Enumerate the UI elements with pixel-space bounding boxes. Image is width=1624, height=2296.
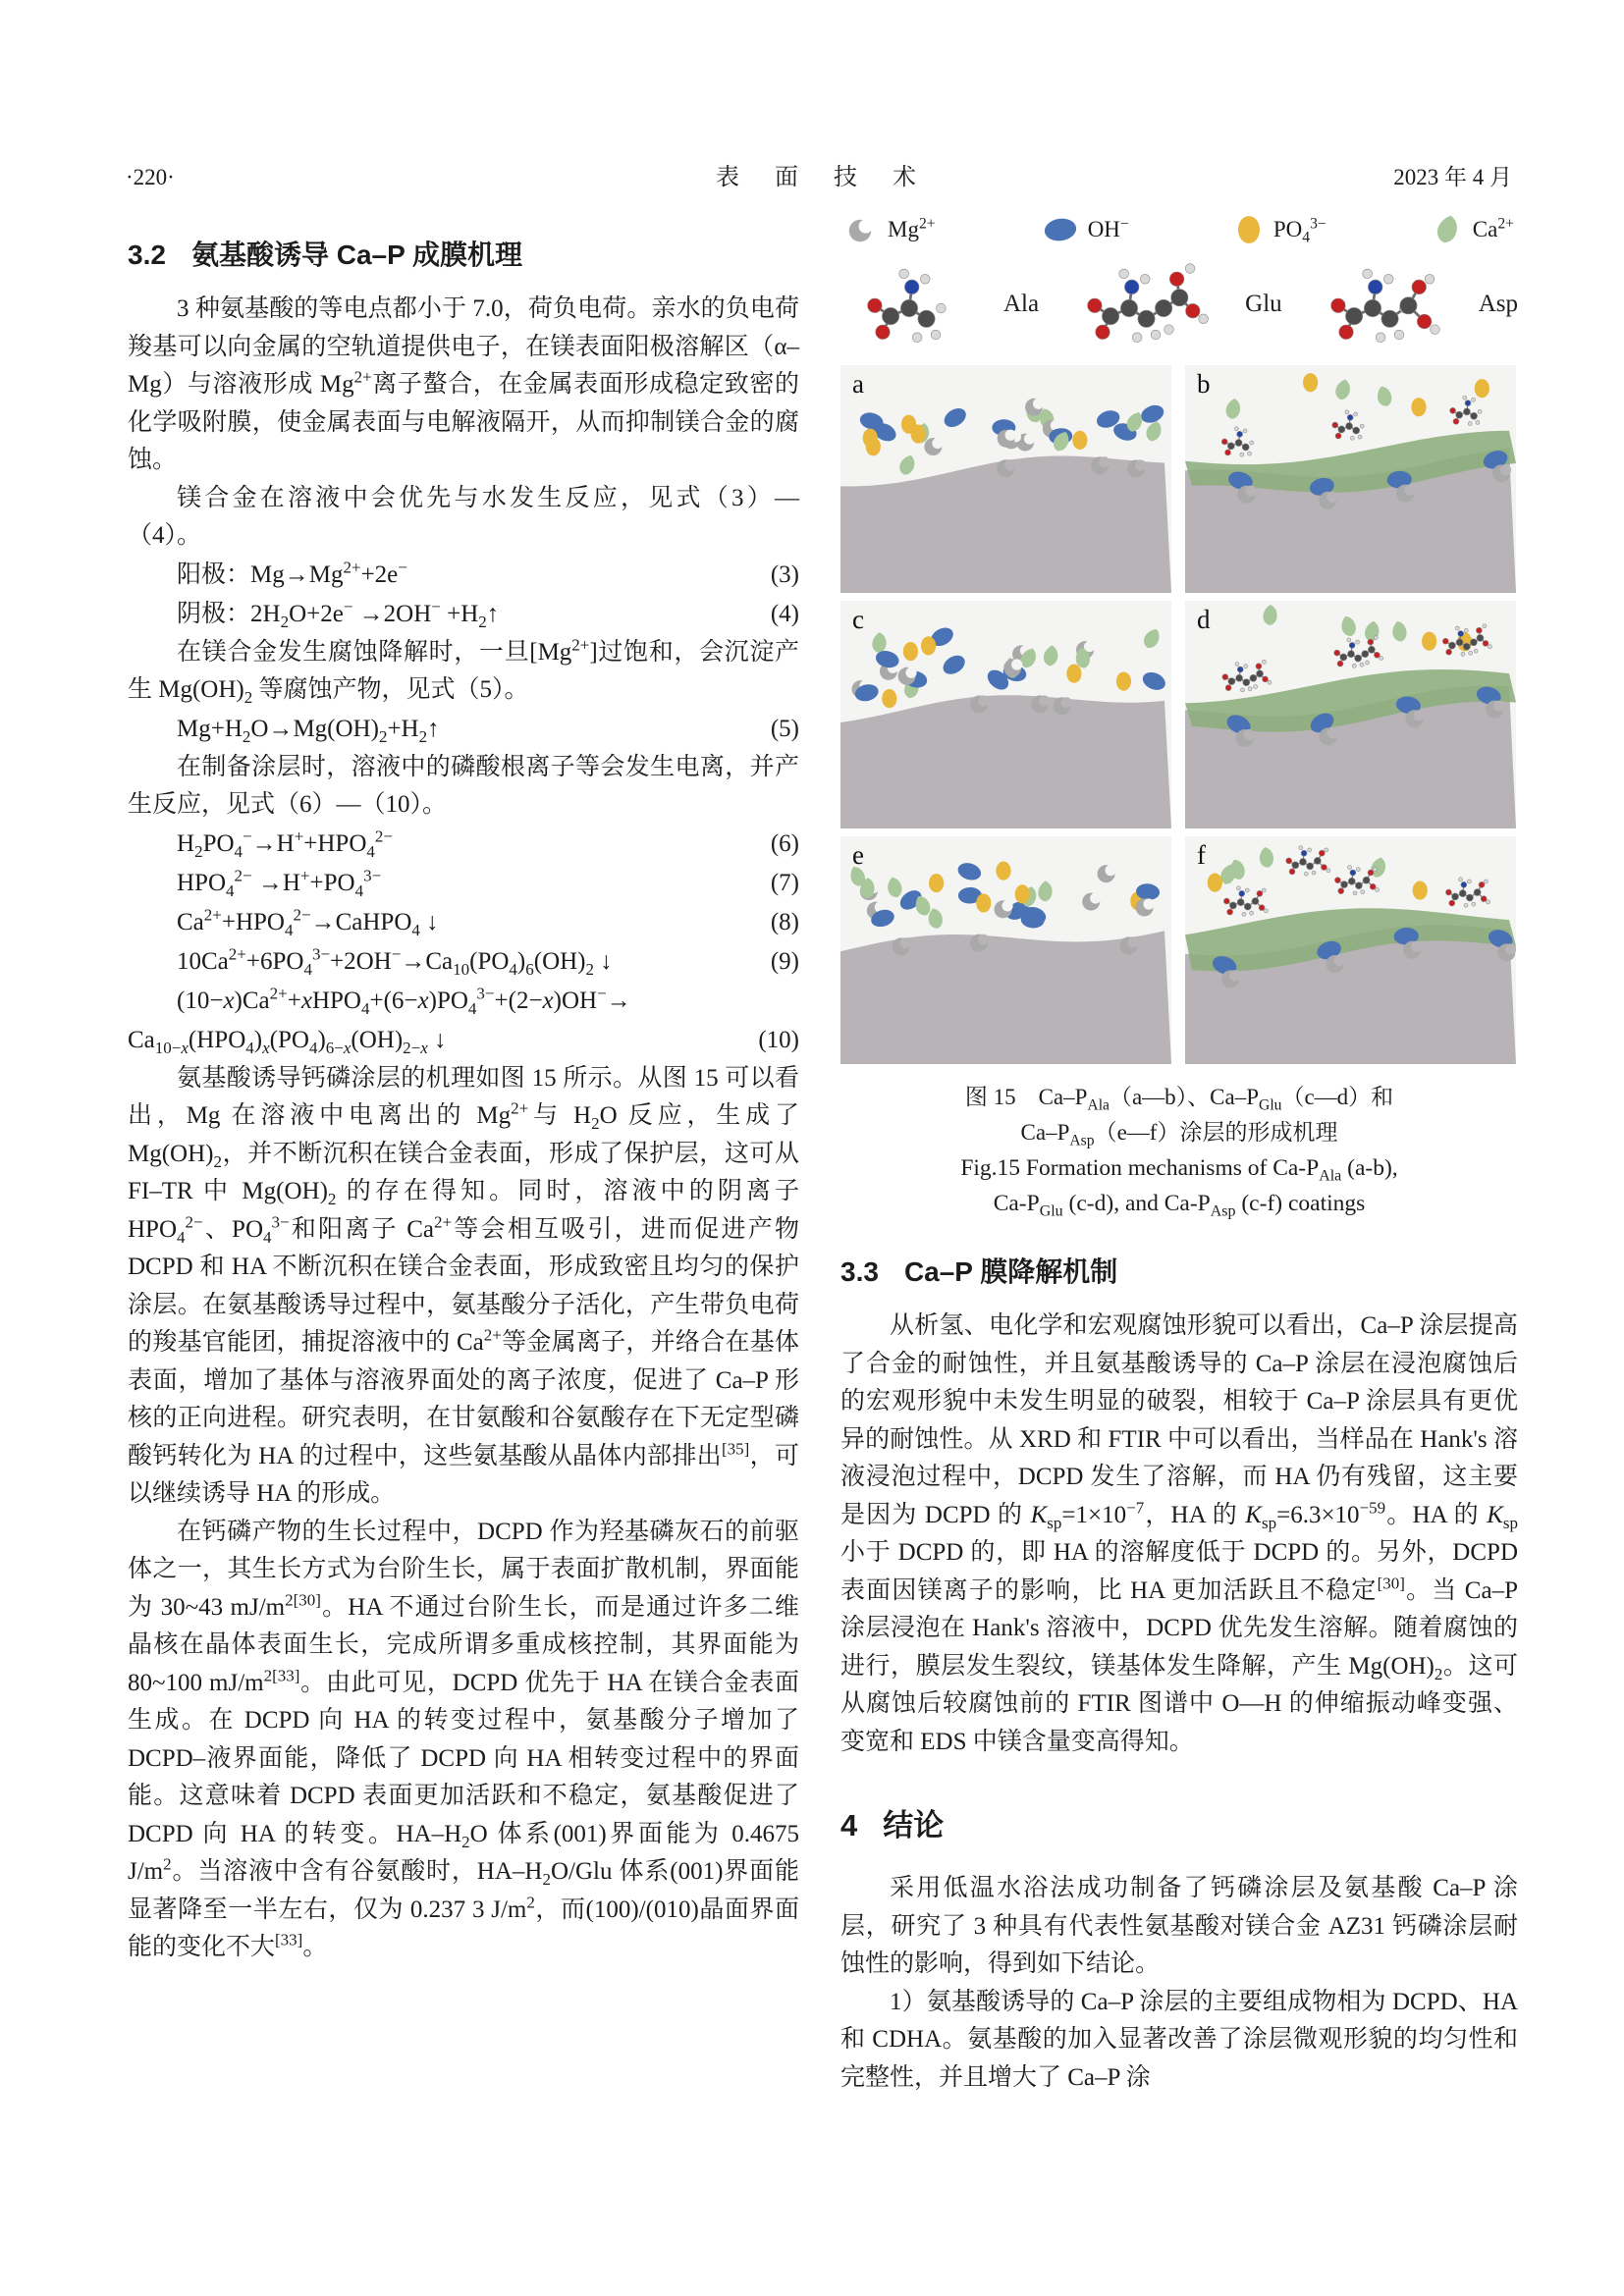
equation-number: (5) — [770, 715, 799, 742]
section-4-heading — [840, 1800, 1518, 1844]
equation-number: (10) — [758, 1026, 799, 1053]
section-title: 结论 — [883, 1808, 945, 1842]
equation-3 — [128, 556, 799, 595]
equation-number: (6) — [770, 829, 799, 857]
caption-en-line1: Fig.15 Formation mechanisms of $Ca-P_{Ala}$ (a-b), — [960, 1155, 1398, 1185]
legend-label: $Ca^{2+}$ — [1472, 215, 1514, 241]
page-number: ·220· — [126, 165, 175, 189]
section-3-2-heading — [128, 234, 799, 273]
equation-9 — [128, 942, 799, 982]
panel-letter: d — [1197, 605, 1211, 634]
molecule-label: Glu — [1245, 291, 1282, 317]
equation-body: $H_2PO_4^-\to H^++HPO_4^{2-}$ — [177, 827, 393, 861]
legend-label: $Mg^{2+}$ — [888, 215, 936, 241]
equation-body: $(10-x)Ca^{2+}+xHPO_4+(6-x)PO_4^{3-}+(2-x)OH^-\to$ $Ca_{10-x}(HPO_4)_x(PO_4)_{6-x}(OH)_{2-x}$ ↓ — [128, 984, 631, 1057]
paragraph: 在镁合金发生腐蚀降解时，一旦$[Mg^{2+}]$过饱和，会沉淀产生 $Mg(OH)_2$ 等腐蚀产物，见式（5）。 — [128, 635, 799, 707]
caption-en-line2: $Ca-P_{Glu}$ (c-d), and $Ca-P_{Asp}$ (c-f) coatings — [993, 1191, 1366, 1220]
equation-8 — [128, 903, 799, 942]
legend-label: $PO_4^{3-}$ — [1272, 215, 1326, 246]
legend-item-mg — [844, 214, 936, 245]
panel-canvas — [840, 836, 1171, 1064]
equation-4 — [128, 595, 799, 634]
legend-label: OH− — [1087, 215, 1129, 241]
molecule-label: Asp — [1478, 291, 1518, 317]
panel-canvas — [1185, 365, 1516, 593]
paragraph: 3 种氨基酸的等电点都小于 7.0，荷负电荷。亲水的负电荷羧基可以向金属的空轨道提供电子，在镁表面阳极溶解区（α–Mg）与溶液形成 $Mg^{2+}$离子螯合，在金属表面形成稳定致密的化学吸附膜，使金属表面与电解液隔开，从而抑制镁合金的腐蚀。 — [128, 295, 799, 473]
figure-panel-c — [840, 601, 1171, 828]
equation-number: (4) — [770, 600, 799, 627]
equation-7 — [128, 864, 799, 903]
panel-letter: a — [852, 369, 864, 399]
equation-5 — [128, 710, 799, 749]
paragraph: 在制备涂层时，溶液中的磷酸根离子等会发生电离，并产生反应，见式（6）—（10）。 — [128, 753, 799, 818]
panel-letter: c — [852, 605, 864, 634]
legend-item-oh — [1041, 214, 1129, 245]
left-column — [128, 234, 799, 1967]
paragraph: 从析氢、电化学和宏观腐蚀形貌可以看出，Ca–P 涂层提高了合金的耐蚀性，并且氨基酸诱导的 Ca–P 涂层在浸泡腐蚀后的宏观形貌中未发生明显的破裂，相较于 Ca–P 涂层具有更优异的耐蚀性。从 XRD 和 FTIR 中可以看出，当样品在 Hank's 溶液浸泡过程中，DCPD 发生了溶解，而 HA 仍有残留，这主要是因为 DCPD 的 $K_{sp}=1\times 10^{-7}$，HA 的 $K_{sp}=6.3\times 10^{-59}$。HA 的 $K_{sp}$ 小于 DCPD 的，即 HA 的溶解度低于 DCPD 的。另外，DCPD 表面因镁离子的影响，比 HA 更加活跃且不稳定[30]。当 Ca–P 涂层浸泡在 Hank's 溶液中，DCPD 优先发生溶解。随着腐蚀的进行，膜层发生裂纹，镁基体发生降解，产生 $Mg(OH)_2$。这可从腐蚀后较腐蚀前的 FTIR 图谱中 O—H 的伸缩振动峰变强、变宽和 EDS 中镁含量变高得知。 — [840, 1312, 1519, 1755]
panel-canvas — [1185, 601, 1516, 828]
equation-10 — [128, 982, 799, 1060]
asp-molecule-icon — [1286, 253, 1473, 355]
section-title: 氨基酸诱导 Ca–P 成膜机理 — [190, 240, 523, 270]
ala-molecule-icon — [840, 253, 998, 355]
paragraph: 采用低温水浴法成功制备了钙磷涂层及氨基酸 Ca–P 涂层，研究了 3 种具有代表性氨基酸对镁合金 AZ31 钙磷涂层耐蚀性的影响，得到如下结论。 — [840, 1875, 1518, 1977]
caption-zh-line2: $Ca-P_{Asp}(e—f)$涂层的形成机理 — [1020, 1120, 1338, 1149]
right-column — [840, 206, 1518, 2097]
mg-ion-icon — [844, 214, 880, 245]
figure-panel-a — [840, 365, 1171, 593]
equation-body: $Ca^{2+}+HPO_4^{2-}\to CaHPO_4$ ↓ — [177, 905, 439, 939]
panel-grid — [840, 365, 1518, 1064]
figure-caption — [840, 1080, 1518, 1221]
po4-ion-icon — [1234, 213, 1266, 246]
section-title: Ca–P 膜降解机制 — [903, 1256, 1118, 1287]
molecule-label: Ala — [1003, 291, 1040, 317]
section-number: 4 — [840, 1808, 858, 1842]
molecule-glu — [1043, 253, 1282, 355]
issue-date: 2023 年 4 月 — [1393, 165, 1512, 189]
oh-ion-icon — [1041, 214, 1080, 245]
molecule-asp — [1286, 253, 1518, 355]
legend-item-po4 — [1234, 213, 1326, 246]
paragraph: 在钙磷产物的生长过程中，DCPD 作为羟基磷灰石的前驱体之一，其生长方式为台阶生长，属于表面扩散机制，界面能为 30~43 $mJ/m^{2[30]}$。HA 不通过台阶生长，而是通过许多二维晶核在晶体表面生长，完成所谓多重成核控制，其界面能为 80~100 $mJ/m^{2[33]}$。由此可见，DCPD 优先于 HA 在镁合金表面生成。在 DCPD 向 HA 的转变过程中，氨基酸分子增加了 DCPD–液界面能，降低了 DCPD 向 HA 相转变过程中的界面能。这意味着 DCPD 表面更加活跃和不稳定，氨基酸促进了 DCPD 向 HA 的转变。$HA-H_2O$ 体系(001)界面能为 0.4675 $J/m^2$。当溶液中含有谷氨酸时，$HA-H_2O$/Glu 体系(001)界面能显著降至一半左右，仅为 0.237 3 $J/m^2$，而(100)/(010)晶面界面能的变化不大[33]。 — [128, 1518, 800, 1960]
paragraph: 氨基酸诱导钙磷涂层的机理如图 15 所示。从图 15 可以看出，Mg 在溶液中电离出的 $Mg^{2+}$与 $H_2O$ 反应，生成了 $Mg(OH)_2$，并不断沉积在镁合金表面，形成了保护层，这可从 FI–TR 中 $Mg(OH)_2$ 的存在得知。同时，溶液中的阴离子 $HPO_4^{2-}$、$PO_4^{3-}$和阳离子 $Ca^{2+}$等会相互吸引，进而促进产物 DCPD 和 HA 不断沉积在镁合金表面，形成致密且均匀的保护涂层。在氨基酸诱导过程中，氨基酸分子活化，产生带负电荷的羧基官能团，捕捉溶液中的 $Ca^{2+}$等金属离子，并络合在基体表面，增加了基体与溶液界面处的离子浓度，促进了 Ca–P 形核的正向进程。研究表明，在甘氨酸和谷氨酸存在下无定型磷酸钙转化为 HA 的过程中，这些氨基酸从晶体内部排出[35]，可以继续诱导 HA 的形成。 — [128, 1064, 799, 1507]
glu-molecule-icon — [1043, 253, 1239, 355]
panel-canvas — [840, 365, 1171, 593]
ca-ion-icon — [1432, 212, 1465, 247]
equation-body: 阴极：$2H_2O+2e^- \to 2OH^-$ $+H_2↑$ — [177, 597, 500, 631]
molecule-legend — [840, 253, 1518, 355]
figure-panel-b — [1185, 365, 1516, 593]
panel-letter: f — [1197, 840, 1206, 870]
equation-number: (9) — [770, 947, 799, 975]
section-3-3-heading — [840, 1251, 1518, 1290]
paragraph: 镁合金在溶液中会优先与水发生反应，见式（3）—（4）。 — [128, 484, 799, 549]
equation-body: $Mg+H_2O\to Mg(OH)_2+H_2↑$ — [177, 715, 440, 746]
equation-6 — [128, 825, 799, 864]
equation-number: (8) — [770, 908, 799, 935]
section-number: 3.2 — [128, 240, 166, 270]
equation-number: (3) — [770, 561, 799, 588]
figure-legend — [840, 206, 1518, 249]
journal-title: 表 面 技 术 — [716, 165, 922, 190]
panel-letter: e — [852, 840, 864, 870]
molecule-ala — [840, 253, 1039, 355]
section-number: 3.3 — [840, 1256, 879, 1287]
figure-panel-d — [1185, 601, 1516, 828]
equation-number: (7) — [770, 869, 799, 896]
figure-15 — [840, 206, 1518, 1221]
figure-panel-e — [840, 836, 1171, 1064]
legend-item-ca — [1432, 212, 1514, 247]
equation-body: 阳极：$Mg\to Mg^{2+}+2e^-$ — [177, 558, 407, 588]
figure-panel-f — [1185, 836, 1516, 1064]
panel-letter: b — [1197, 369, 1211, 399]
page-header — [126, 157, 1512, 191]
panel-canvas — [1185, 836, 1516, 1064]
equation-body: $HPO_4^{2-} \to H^++PO_4^{3-}$ — [177, 866, 382, 900]
paragraph: 1）氨基酸诱导的 Ca–P 涂层的主要组成物相为 DCPD、HA 和 CDHA。氨基酸的加入显著改善了涂层微观形貌的均匀性和完整性，并且增大了 Ca–P 涂 — [840, 1988, 1518, 2091]
caption-zh-line1: 图 15 $Ca-P_{Ala}(a—b)$、$Ca-P_{Glu}(c—d)$和 — [964, 1085, 1394, 1114]
panel-canvas — [840, 601, 1171, 828]
equation-body: $10Ca^{2+}+6PO_4^{3-}+2OH^-\to Ca_{10}(PO_4)_6(OH)_2$ ↓ — [177, 944, 613, 979]
